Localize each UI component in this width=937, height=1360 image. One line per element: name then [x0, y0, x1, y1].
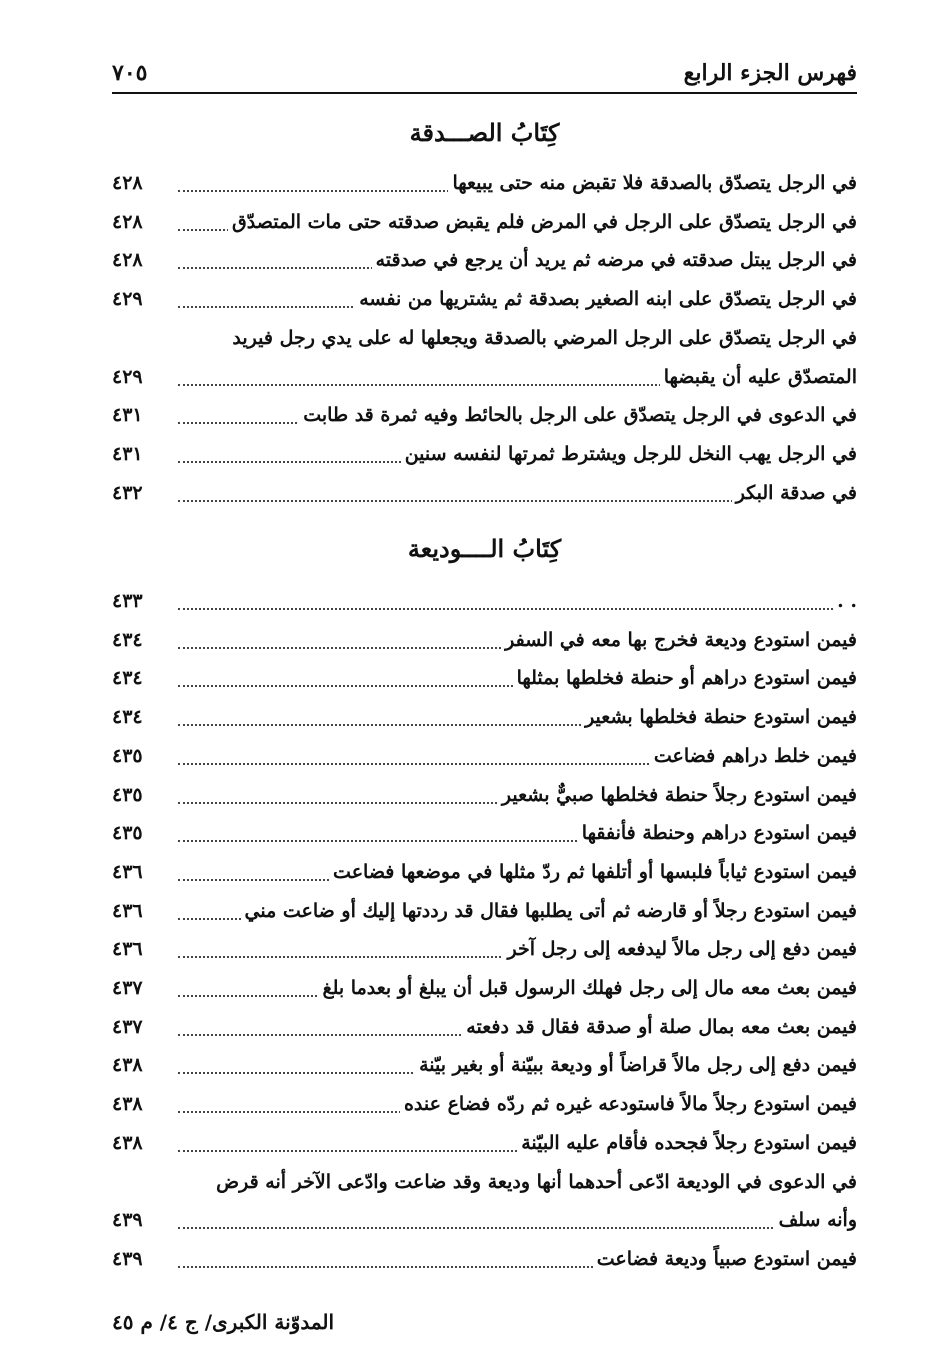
index-entry [112, 1169, 857, 1203]
entry-title: فيمن خلط دراهم فضاعت [650, 745, 857, 767]
entry-page-number: ٤٣٨ [112, 1093, 149, 1115]
section-title: كِتَابُ الصـــدقة [409, 118, 560, 147]
index-entry [112, 859, 857, 893]
entry-title: فيمن استودع رجلاً حنطة فخلطها صبيٌّ بشعير [498, 784, 857, 806]
entry-title: فيمن استودع ثياباً فلبسها أو أتلفها ثم ردّ مثلها في موضعها فضاعت [329, 861, 857, 883]
entry-page-number: ٤٣١ [112, 404, 149, 426]
index-entry-continuation [112, 364, 857, 398]
index-entry [112, 704, 857, 738]
entry-page-number: ٤٣٥ [112, 784, 149, 806]
index-entry [112, 1130, 857, 1164]
entry-title: فيمن دفع إلى رجل مالاً قراضاً أو وديعة ببيّنة أو بغير بيّنة [415, 1054, 857, 1076]
entry-page-number: ٤٣٦ [112, 938, 149, 960]
running-title: فهرس الجزء الرابع [683, 60, 857, 86]
index-entry [112, 1052, 857, 1086]
index-entry [112, 247, 857, 281]
index-entry [112, 286, 857, 320]
entry-page-number: ٤٣٦ [112, 861, 149, 883]
entry-page-number: ٤٢٩ [112, 366, 149, 388]
entry-title: في الرجل يبتل صدقته في مرضه ثم يريد أن يرجع في صدقته [372, 249, 857, 271]
entry-title: فيمن دفع إلى رجل مالاً ليدفعه إلى رجل آخر [503, 938, 857, 960]
index-entry [112, 480, 857, 514]
index-entry [112, 402, 857, 436]
entry-title: فيمن استودع رجلاً أو قارضه ثم أتى يطلبها فقال قد رددتها إليك أو ضاعت مني [241, 900, 857, 922]
entry-title: فيمن بعث معه مال إلى رجل فهلك الرسول قبل أن يبلغ أو بعدما بلغ [318, 977, 857, 999]
entry-title: في الرجل يتصدّق على ابنه الصغير بصدقة ثم يشتريها من نفسه [355, 288, 857, 310]
entry-page-number: ٤٣٩ [112, 1209, 149, 1231]
entry-page-number: ٤٢٨ [112, 172, 149, 194]
index-entry [112, 627, 857, 661]
entry-title-continuation: المتصدّق عليه أن يقبضها [660, 366, 857, 388]
index-entry [112, 936, 857, 970]
entry-title: فيمن استودع رجلاً مالاً فاستودعه غيره ثم ردّه فضاع عنده [400, 1093, 857, 1115]
entry-page-number: ٤٣٨ [112, 1054, 149, 1076]
entry-page-number: ٤٣٣ [112, 590, 149, 612]
page-number: ٧٠٥ [112, 60, 148, 86]
footer-signature: المدوّنة الكبرى/ ج ٤/ م ٤٥ [112, 1310, 335, 1334]
index-entry [112, 782, 857, 816]
index-entry [112, 441, 857, 475]
entry-page-number: ٤٣٢ [112, 482, 149, 504]
entry-page-number: ٤٢٨ [112, 211, 149, 233]
index-entry-continuation [112, 1207, 857, 1241]
entry-title: فيمن استودع وديعة فخرج بها معه في السفر [501, 629, 857, 651]
entry-page-number: ٤٣٤ [112, 667, 149, 689]
dot-leader [178, 608, 857, 610]
index-entry [112, 325, 857, 359]
entry-page-number: ٤٣٤ [112, 629, 149, 651]
index-entry [112, 1091, 857, 1125]
entry-page-number: ٤٣٦ [112, 900, 149, 922]
entry-page-number: ٤٣٧ [112, 977, 149, 999]
entry-title: فيمن بعث معه بمال صلة أو صدقة فقال قد دفعته [462, 1016, 857, 1038]
entry-title: في صدقة البكر [732, 482, 857, 504]
index-entry [112, 665, 857, 699]
entry-page-number: ٤٢٨ [112, 249, 149, 271]
entry-title: فيمن استودع حنطة فخلطها بشعير [581, 706, 857, 728]
index-entry [112, 975, 857, 1009]
index-entry [112, 209, 857, 243]
entry-title: في الرجل يتصدّق على الرجل المرضي بالصدقة ويجعلها له على يدي رجل فيريد [228, 327, 857, 349]
header-rule [112, 92, 857, 94]
section-title: كِتَابُ الــــوديعة [407, 534, 562, 563]
dot-leader [178, 1227, 857, 1229]
entry-page-number: ٤٣٤ [112, 706, 149, 728]
entry-title: فيمن استودع رجلاً فجحده فأقام عليه البيّنة [517, 1132, 857, 1154]
entry-page-number: ٤٣٥ [112, 822, 149, 844]
index-entry [112, 1246, 857, 1280]
entry-title: في الرجل يتصدّق بالصدقة فلا تقبض منه حتى يبيعها [448, 172, 857, 194]
entry-page-number: ٤٣٧ [112, 1016, 149, 1038]
entry-title: . . [833, 590, 857, 612]
entry-page-number: ٤٣٩ [112, 1248, 149, 1270]
entry-page-number: ٤٣٥ [112, 745, 149, 767]
index-entry [112, 1014, 857, 1048]
entry-title: في الدعوى في الرجل يتصدّق على الرجل بالحائط وفيه ثمرة قد طابت [299, 404, 857, 426]
entry-page-number: ٤٣١ [112, 443, 149, 465]
entry-title: في الرجل يتصدّق على الرجل في المرض فلم يقبض صدقته حتى مات المتصدّق [228, 211, 857, 233]
index-entry [112, 743, 857, 777]
running-header [112, 58, 857, 92]
index-entry [112, 898, 857, 932]
index-entry [112, 170, 857, 204]
entry-page-number: ٤٣٨ [112, 1132, 149, 1154]
entry-title: فيمن استودع صبياً وديعة فضاعت [593, 1248, 857, 1270]
entry-title: فيمن استودع دراهم وحنطة فأنفقها [578, 822, 857, 844]
index-entry [112, 820, 857, 854]
entry-title: في الرجل يهب النخل للرجل ويشترط ثمرتها لنفسه سنين [401, 443, 857, 465]
entry-page-number: ٤٢٩ [112, 288, 149, 310]
entry-title-continuation: وأنه سلف [775, 1209, 857, 1231]
entry-title: في الدعوى في الوديعة ادّعى أحدهما أنها وديعة وقد ضاعت وادّعى الآخر أنه قرض [212, 1171, 857, 1193]
entry-title: فيمن استودع دراهم أو حنطة فخلطها بمثلها [513, 667, 857, 689]
index-entry [112, 588, 857, 622]
